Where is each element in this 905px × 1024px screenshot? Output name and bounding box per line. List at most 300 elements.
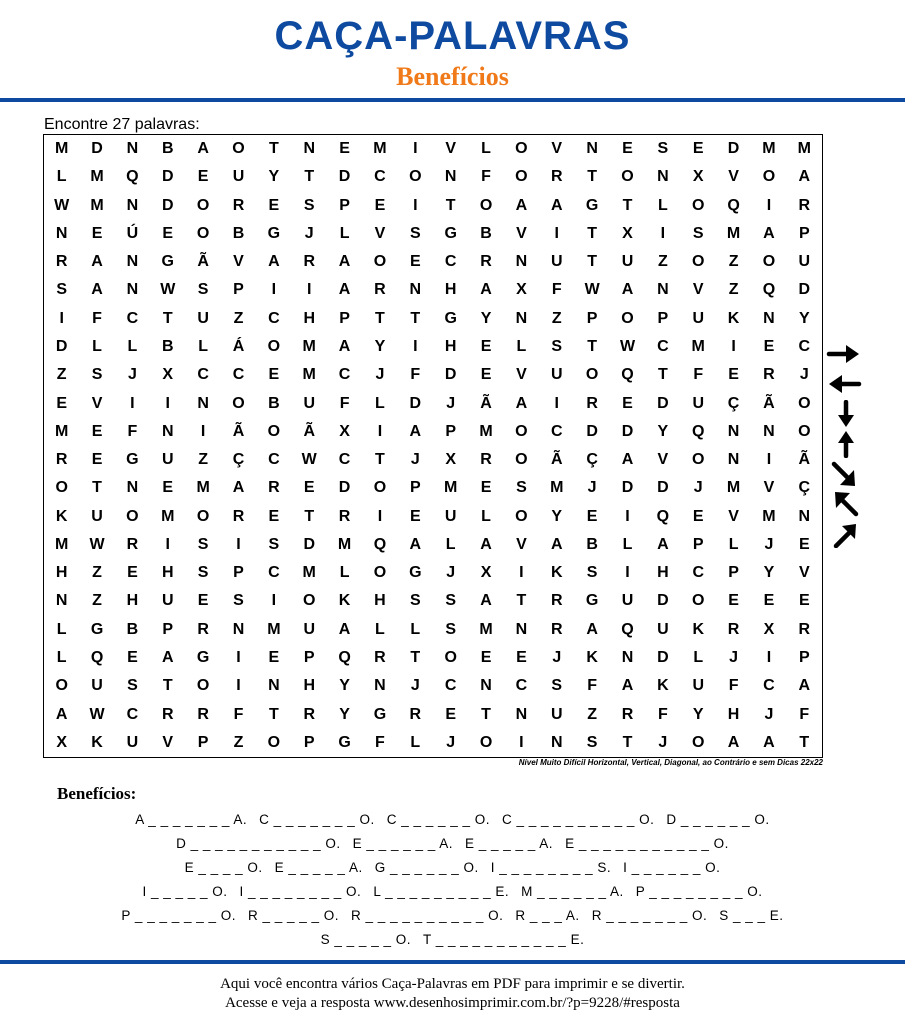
grid-letter[interactable]: G (409, 564, 422, 582)
grid-letter[interactable]: N (161, 422, 174, 440)
grid-letter[interactable]: J (693, 479, 703, 497)
grid-letter[interactable]: R (126, 535, 139, 553)
grid-letter[interactable]: I (200, 422, 206, 440)
grid-letter[interactable]: M (479, 620, 493, 638)
grid-letter[interactable]: T (622, 733, 633, 751)
grid-letter[interactable]: P (657, 309, 669, 327)
grid-letter[interactable]: O (444, 649, 457, 667)
grid-letter[interactable]: I (59, 309, 64, 327)
grid-letter[interactable]: R (197, 620, 209, 638)
grid-letter[interactable]: N (515, 705, 528, 723)
grid-letter[interactable]: I (554, 394, 559, 412)
grid-letter[interactable]: M (55, 422, 69, 440)
grid-letter[interactable]: C (126, 309, 139, 327)
grid-letter[interactable]: O (515, 451, 528, 469)
grid-letter[interactable]: E (692, 140, 704, 158)
grid-letter[interactable]: N (55, 592, 68, 610)
grid-letter[interactable]: F (551, 281, 562, 299)
grid-letter[interactable]: J (729, 649, 739, 667)
grid-letter[interactable]: P (445, 422, 456, 440)
grid-letter[interactable]: E (798, 592, 810, 610)
grid-letter[interactable]: R (480, 253, 492, 271)
grid-letter[interactable]: T (657, 366, 668, 384)
grid-letter[interactable]: N (126, 281, 139, 299)
grid-letter[interactable]: I (165, 394, 170, 412)
grid-letter[interactable]: E (127, 564, 138, 582)
grid-letter[interactable]: O (373, 479, 387, 497)
grid-letter[interactable]: C (232, 366, 245, 384)
grid-letter[interactable]: Y (798, 309, 810, 327)
grid-letter[interactable]: R (763, 366, 775, 384)
grid-letter[interactable]: J (587, 479, 597, 497)
grid-letter[interactable]: M (302, 338, 316, 356)
grid-letter[interactable]: V (551, 140, 563, 158)
grid-letter[interactable]: L (445, 535, 456, 553)
grid-letter[interactable]: W (89, 535, 105, 553)
grid-letter[interactable]: C (338, 366, 351, 384)
grid-letter[interactable]: V (374, 224, 386, 242)
grid-letter[interactable]: C (268, 564, 280, 582)
grid-letter[interactable]: X (445, 451, 456, 469)
grid-letter[interactable]: U (692, 309, 704, 327)
grid-letter[interactable]: M (762, 140, 776, 158)
grid-letter[interactable]: S (516, 479, 527, 497)
grid-letter[interactable]: C (692, 564, 704, 582)
grid-letter[interactable]: M (691, 338, 705, 356)
grid-letter[interactable]: W (54, 196, 70, 214)
grid-letter[interactable]: M (55, 140, 69, 158)
grid-letter[interactable]: T (162, 677, 173, 695)
grid-letter[interactable]: Z (587, 705, 598, 723)
grid-letter[interactable]: W (89, 705, 105, 723)
grid-letter[interactable]: U (798, 253, 811, 271)
grid-letter[interactable]: Y (339, 705, 350, 723)
grid-letter[interactable]: N (727, 422, 740, 440)
grid-letter[interactable]: S (56, 281, 68, 299)
grid-letter[interactable]: H (374, 592, 386, 610)
grid-letter[interactable]: A (621, 451, 634, 469)
grid-letter[interactable]: M (550, 479, 564, 497)
grid-letter[interactable]: E (268, 366, 280, 384)
grid-letter[interactable]: C (126, 705, 139, 723)
grid-letter[interactable]: T (587, 338, 598, 356)
grid-letter[interactable]: N (126, 196, 139, 214)
grid-letter[interactable]: E (763, 592, 775, 610)
grid-letter[interactable]: T (799, 733, 810, 751)
grid-letter[interactable]: P (303, 649, 315, 667)
grid-letter[interactable]: M (196, 479, 210, 497)
grid-letter[interactable]: N (55, 224, 68, 242)
grid-letter[interactable]: K (727, 309, 740, 327)
grid-letter[interactable]: N (197, 394, 209, 412)
grid-letter[interactable]: B (126, 620, 139, 638)
grid-letter[interactable]: L (410, 733, 421, 751)
grid-letter[interactable]: P (303, 733, 315, 751)
grid-letter[interactable]: M (726, 479, 741, 497)
grid-letter[interactable]: B (161, 338, 174, 356)
grid-letter[interactable]: L (693, 649, 704, 667)
grid-letter[interactable]: M (762, 507, 776, 525)
grid-letter[interactable]: S (91, 366, 103, 384)
grid-letter[interactable]: X (480, 564, 492, 582)
grid-letter[interactable]: P (233, 564, 244, 582)
grid-letter[interactable]: T (304, 507, 315, 525)
grid-letter[interactable]: G (373, 705, 387, 723)
grid-letter[interactable]: E (268, 196, 280, 214)
grid-letter[interactable]: P (162, 620, 174, 638)
grid-letter[interactable]: A (480, 535, 492, 553)
grid-letter[interactable]: M (90, 168, 104, 186)
grid-letter[interactable]: E (56, 394, 68, 412)
grid-letter[interactable]: H (657, 564, 669, 582)
grid-letter[interactable]: E (798, 535, 810, 553)
grid-letter[interactable]: U (303, 394, 315, 412)
grid-letter[interactable]: H (444, 281, 457, 299)
grid-letter[interactable]: L (198, 338, 209, 356)
grid-letter[interactable]: H (55, 564, 68, 582)
grid-letter[interactable]: P (339, 196, 350, 214)
grid-letter[interactable]: O (515, 507, 528, 525)
grid-letter[interactable]: G (585, 196, 599, 214)
grid-letter[interactable]: E (409, 507, 421, 525)
grid-letter[interactable]: L (375, 620, 385, 638)
grid-letter[interactable]: X (692, 168, 704, 186)
grid-letter[interactable]: O (409, 168, 422, 186)
grid-letter[interactable]: E (480, 649, 492, 667)
grid-letter[interactable]: A (798, 677, 811, 695)
grid-letter[interactable]: B (586, 535, 598, 553)
grid-letter[interactable]: N (586, 140, 598, 158)
grid-letter[interactable]: X (516, 281, 527, 299)
grid-letter[interactable]: K (657, 677, 669, 695)
grid-letter[interactable]: R (798, 196, 811, 214)
grid-letter[interactable]: K (550, 564, 563, 582)
grid-letter[interactable]: D (161, 196, 174, 214)
grid-letter[interactable]: R (374, 281, 386, 299)
grid-letter[interactable]: R (621, 705, 634, 723)
grid-letter[interactable]: N (515, 309, 528, 327)
grid-letter[interactable]: R (232, 507, 245, 525)
grid-letter[interactable]: V (516, 224, 527, 242)
grid-letter[interactable]: E (127, 649, 138, 667)
grid-letter[interactable]: Z (92, 592, 102, 610)
grid-letter[interactable]: S (197, 535, 209, 553)
grid-letter[interactable]: A (480, 281, 492, 299)
grid-letter[interactable]: S (233, 592, 244, 610)
grid-letter[interactable]: N (763, 309, 775, 327)
grid-letter[interactable]: R (550, 592, 563, 610)
grid-letter[interactable]: E (622, 394, 633, 412)
grid-letter[interactable]: M (302, 564, 316, 582)
grid-letter[interactable]: E (197, 168, 209, 186)
grid-letter[interactable]: Z (233, 733, 244, 751)
grid-letter[interactable]: P (798, 224, 810, 242)
grid-letter[interactable]: U (692, 677, 704, 695)
grid-letter[interactable]: L (92, 338, 102, 356)
grid-letter[interactable]: F (233, 705, 244, 723)
grid-letter[interactable]: S (692, 224, 704, 242)
grid-letter[interactable]: Q (373, 535, 387, 553)
grid-letter[interactable]: H (727, 705, 740, 723)
grid-letter[interactable]: L (481, 507, 491, 525)
grid-letter[interactable]: E (339, 140, 350, 158)
grid-letter[interactable]: I (413, 140, 418, 158)
grid-letter[interactable]: F (481, 168, 491, 186)
grid-letter[interactable]: A (338, 620, 351, 638)
grid-letter[interactable]: O (196, 196, 210, 214)
grid-letter[interactable]: J (552, 649, 562, 667)
grid-letter[interactable]: A (338, 253, 351, 271)
grid-letter[interactable]: G (267, 224, 281, 242)
grid-letter[interactable]: W (160, 281, 176, 299)
grid-letter[interactable]: A (232, 479, 245, 497)
grid-letter[interactable]: G (585, 592, 599, 610)
grid-letter[interactable]: I (377, 422, 383, 440)
grid-letter[interactable]: Z (728, 253, 739, 271)
grid-letter[interactable]: D (798, 281, 811, 299)
grid-letter[interactable]: N (374, 677, 386, 695)
grid-letter[interactable]: J (446, 733, 456, 751)
grid-letter[interactable]: B (161, 140, 174, 158)
grid-letter[interactable]: S (445, 592, 456, 610)
grid-letter[interactable]: T (268, 140, 279, 158)
grid-letter[interactable]: F (799, 705, 810, 723)
grid-letter[interactable]: S (657, 140, 669, 158)
grid-letter[interactable]: Z (92, 564, 102, 582)
grid-letter[interactable]: R (161, 705, 174, 723)
grid-letter[interactable]: H (161, 564, 174, 582)
grid-letter[interactable]: O (762, 253, 776, 271)
grid-letter[interactable]: S (303, 196, 315, 214)
grid-letter[interactable]: O (691, 451, 705, 469)
grid-letter[interactable]: A (550, 535, 563, 553)
grid-letter[interactable]: W (619, 338, 636, 356)
grid-letter[interactable]: A (621, 677, 634, 695)
grid-letter[interactable]: A (515, 196, 528, 214)
grid-letter[interactable]: E (268, 649, 280, 667)
grid-letter[interactable]: E (268, 507, 280, 525)
grid-letter[interactable]: O (515, 140, 528, 158)
grid-letter[interactable]: X (56, 733, 68, 751)
grid-letter[interactable]: I (519, 564, 524, 582)
grid-letter[interactable]: N (409, 281, 422, 299)
grid-letter[interactable]: T (375, 451, 385, 469)
grid-letter[interactable]: M (161, 507, 175, 525)
grid-letter[interactable]: S (551, 677, 563, 695)
grid-letter[interactable]: D (338, 168, 351, 186)
grid-letter[interactable]: U (303, 620, 315, 638)
grid-letter[interactable]: O (196, 507, 210, 525)
grid-letter[interactable]: R (798, 620, 811, 638)
grid-letter[interactable]: M (302, 366, 316, 384)
grid-letter[interactable]: Z (551, 309, 562, 327)
grid-letter[interactable]: U (550, 705, 563, 723)
grid-letter[interactable]: Z (56, 366, 67, 384)
grid-letter[interactable]: J (799, 366, 809, 384)
grid-letter[interactable]: O (126, 507, 139, 525)
grid-letter[interactable]: X (622, 224, 633, 242)
grid-letter[interactable]: Ç (727, 394, 740, 412)
grid-letter[interactable]: Y (551, 507, 563, 525)
grid-letter[interactable]: J (304, 224, 314, 242)
grid-letter[interactable]: F (92, 309, 102, 327)
grid-letter[interactable]: Q (691, 422, 705, 440)
grid-letter[interactable]: S (551, 338, 563, 356)
grid-letter[interactable]: I (306, 281, 312, 299)
grid-letter[interactable]: B (232, 224, 245, 242)
grid-letter[interactable]: N (126, 479, 139, 497)
grid-letter[interactable]: T (304, 168, 315, 186)
grid-letter[interactable]: I (130, 394, 135, 412)
grid-letter[interactable]: A (586, 620, 598, 638)
grid-letter[interactable]: E (162, 479, 174, 497)
grid-letter[interactable]: H (303, 309, 315, 327)
grid-letter[interactable]: J (658, 733, 668, 751)
grid-letter[interactable]: K (91, 733, 103, 751)
grid-letter[interactable]: R (303, 705, 315, 723)
grid-letter[interactable]: I (519, 733, 524, 751)
grid-letter[interactable]: Y (763, 564, 775, 582)
grid-letter[interactable]: Q (656, 507, 670, 525)
grid-letter[interactable]: K (55, 507, 68, 525)
grid-letter[interactable]: I (625, 507, 630, 525)
grid-letter[interactable]: J (410, 677, 420, 695)
grid-letter[interactable]: O (196, 224, 210, 242)
grid-letter[interactable]: N (515, 253, 528, 271)
grid-letter[interactable]: L (481, 140, 491, 158)
grid-letter[interactable]: V (763, 479, 775, 497)
grid-letter[interactable]: R (268, 479, 280, 497)
grid-letter[interactable]: C (550, 422, 563, 440)
grid-letter[interactable]: U (91, 677, 103, 695)
grid-letter[interactable]: Y (657, 422, 669, 440)
grid-letter[interactable]: D (55, 338, 68, 356)
grid-letter[interactable]: I (766, 196, 772, 214)
grid-letter[interactable]: I (271, 281, 277, 299)
grid-letter[interactable]: O (691, 592, 705, 610)
grid-letter[interactable]: M (797, 140, 811, 158)
grid-letter[interactable]: I (236, 535, 241, 553)
grid-letter[interactable]: M (337, 535, 352, 553)
grid-letter[interactable]: C (338, 451, 351, 469)
grid-letter[interactable]: Q (762, 281, 776, 299)
grid-letter[interactable]: A (55, 705, 68, 723)
grid-letter[interactable]: G (126, 451, 139, 469)
grid-letter[interactable]: P (409, 479, 421, 497)
grid-letter[interactable]: E (480, 479, 492, 497)
grid-letter[interactable]: R (374, 649, 386, 667)
grid-letter[interactable]: L (622, 535, 633, 553)
grid-letter[interactable]: U (621, 592, 634, 610)
grid-letter[interactable]: C (268, 309, 280, 327)
grid-letter[interactable]: L (339, 564, 350, 582)
grid-letter[interactable]: U (232, 168, 245, 186)
grid-letter[interactable]: V (728, 168, 739, 186)
grid-letter[interactable]: J (764, 535, 774, 553)
grid-letter[interactable]: E (197, 592, 209, 610)
grid-letter[interactable]: T (268, 705, 279, 723)
grid-letter[interactable]: M (444, 479, 458, 497)
grid-letter[interactable]: D (657, 479, 669, 497)
grid-letter[interactable]: O (798, 394, 811, 412)
grid-letter[interactable]: R (586, 394, 598, 412)
grid-letter[interactable]: I (413, 338, 418, 356)
grid-letter[interactable]: J (410, 451, 420, 469)
grid-letter[interactable]: P (728, 564, 739, 582)
grid-letter[interactable]: R (409, 705, 422, 723)
grid-letter[interactable]: S (409, 224, 421, 242)
grid-letter[interactable]: M (373, 140, 387, 158)
grid-letter[interactable]: O (373, 253, 387, 271)
grid-letter[interactable]: D (621, 479, 634, 497)
grid-letter[interactable]: Y (268, 168, 280, 186)
grid-letter[interactable]: N (126, 140, 139, 158)
grid-letter[interactable]: A (657, 535, 669, 553)
grid-letter[interactable]: L (375, 394, 385, 412)
grid-letter[interactable]: Y (339, 677, 350, 695)
grid-letter[interactable]: O (515, 422, 528, 440)
grid-letter[interactable]: M (267, 620, 281, 638)
grid-letter[interactable]: T (445, 196, 456, 214)
grid-letter[interactable]: S (268, 535, 280, 553)
grid-letter[interactable]: L (516, 338, 527, 356)
grid-letter[interactable]: T (410, 309, 421, 327)
grid-letter[interactable]: G (161, 253, 174, 271)
grid-letter[interactable]: C (798, 338, 811, 356)
grid-letter[interactable]: I (660, 224, 666, 242)
grid-letter[interactable]: T (375, 309, 385, 327)
grid-letter[interactable]: E (91, 451, 103, 469)
grid-letter[interactable]: O (302, 592, 316, 610)
grid-letter[interactable]: Y (480, 309, 492, 327)
grid-letter[interactable]: D (409, 394, 422, 412)
grid-letter[interactable]: J (127, 366, 137, 384)
grid-letter[interactable]: U (91, 507, 103, 525)
grid-letter[interactable]: S (409, 592, 421, 610)
grid-letter[interactable]: U (621, 253, 634, 271)
grid-letter[interactable]: O (585, 366, 599, 384)
grid-letter[interactable]: A (409, 422, 422, 440)
grid-letter[interactable]: M (726, 224, 741, 242)
grid-letter[interactable]: N (763, 422, 775, 440)
grid-letter[interactable]: C (197, 366, 209, 384)
grid-letter[interactable]: G (444, 224, 457, 242)
grid-letter[interactable]: S (127, 677, 138, 695)
grid-letter[interactable]: O (373, 564, 387, 582)
grid-letter[interactable]: A (268, 253, 280, 271)
grid-letter[interactable]: Ã (798, 451, 811, 469)
grid-letter[interactable]: V (162, 733, 174, 751)
grid-letter[interactable]: S (586, 564, 598, 582)
grid-letter[interactable]: P (233, 281, 244, 299)
grid-letter[interactable]: I (766, 649, 772, 667)
grid-letter[interactable]: N (727, 451, 740, 469)
grid-letter[interactable]: I (236, 677, 241, 695)
grid-letter[interactable]: R (303, 253, 315, 271)
grid-letter[interactable]: A (480, 592, 492, 610)
grid-letter[interactable]: A (727, 733, 740, 751)
grid-letter[interactable]: A (91, 253, 103, 271)
grid-letter[interactable]: V (657, 451, 669, 469)
grid-letter[interactable]: I (625, 564, 630, 582)
grid-letter[interactable]: C (763, 677, 775, 695)
grid-letter[interactable]: O (691, 253, 705, 271)
grid-letter[interactable]: I (413, 196, 418, 214)
grid-letter[interactable]: G (196, 649, 210, 667)
grid-letter[interactable]: T (410, 649, 421, 667)
grid-letter[interactable]: V (728, 507, 739, 525)
grid-letter[interactable]: E (91, 422, 103, 440)
